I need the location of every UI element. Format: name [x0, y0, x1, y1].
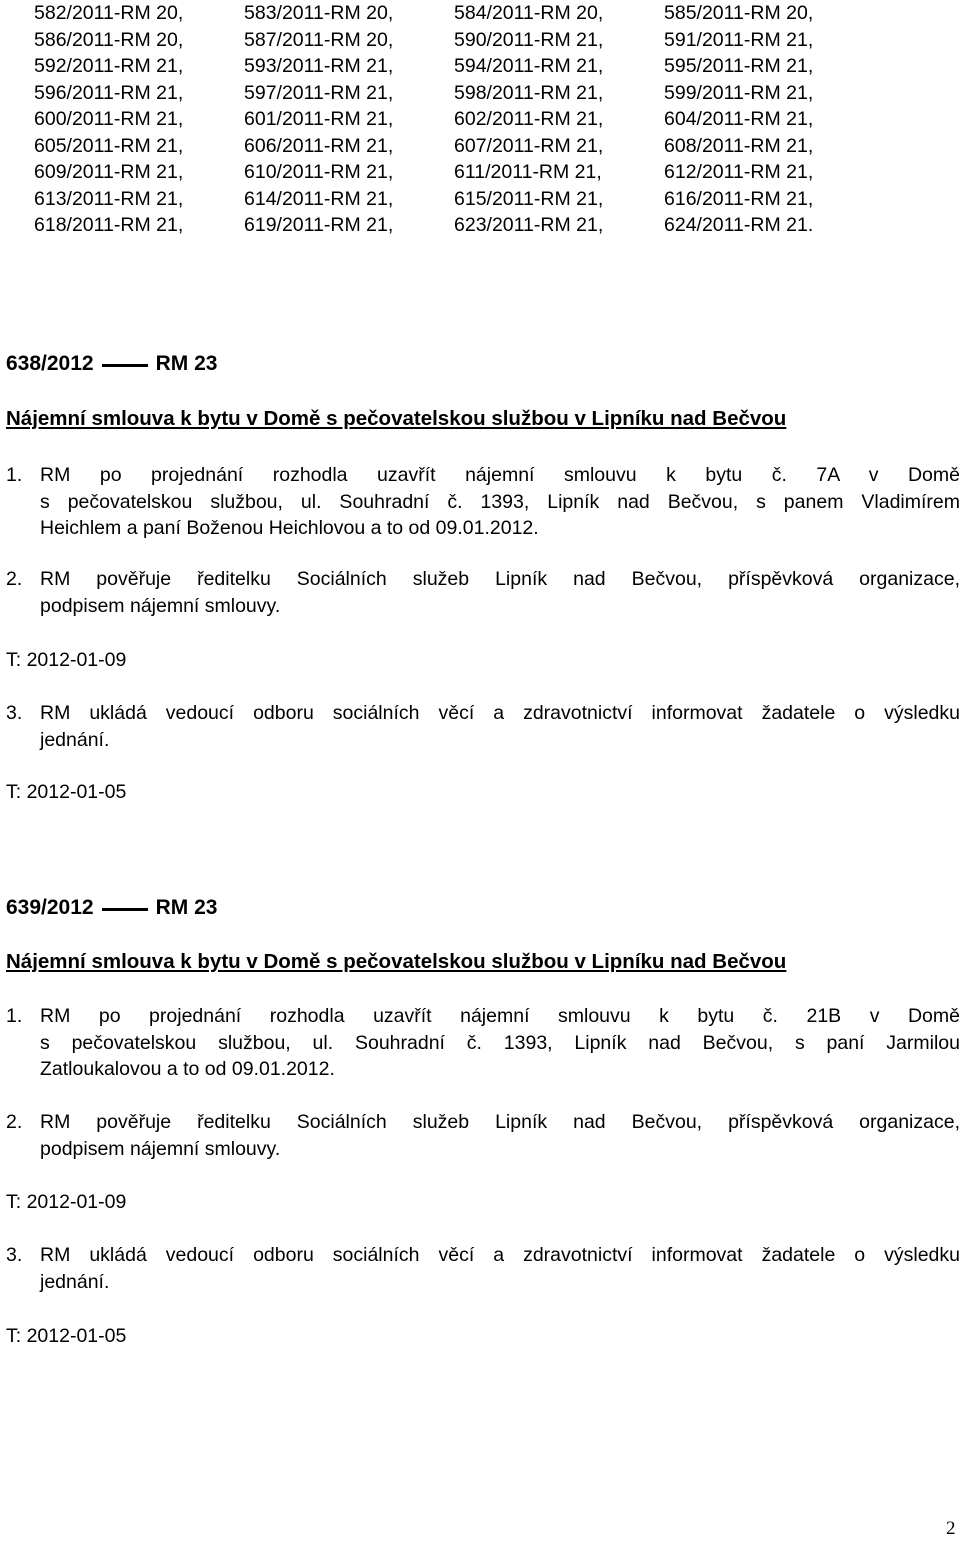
reference-item: 590/2011-RM 21, [454, 28, 604, 51]
resolution-number: 638/2012 [6, 352, 94, 375]
item-line: jednání. [40, 728, 110, 751]
item-text [40, 1242, 960, 1295]
reference-item: 619/2011-RM 21, [244, 214, 394, 236]
reference-item: 582/2011-RM 20, [34, 2, 184, 24]
item-number: 3. [6, 1244, 23, 1266]
item-line: podpisem nájemní smlouvy. [40, 1137, 281, 1160]
item-line: Heichlem a paní Boženou Heichlovou a to od 09.01.2012. [40, 517, 539, 539]
item-text [40, 1109, 960, 1162]
item-line: RM ukládá vedoucí odboru sociálních věcí a zdravotnictví informovat žadatele o výsledku [40, 1244, 960, 1266]
reference-item: 596/2011-RM 21, [34, 81, 184, 104]
reference-item: 597/2011-RM 21, [244, 81, 394, 104]
resolution-meeting: RM 23 [155, 896, 218, 919]
item-line: Zatloukalovou a to od 09.01.2012. [40, 1058, 335, 1080]
reference-item: 600/2011-RM 21, [34, 108, 184, 130]
reference-item: 607/2011-RM 21, [454, 134, 604, 157]
heading-dash [102, 908, 148, 911]
item-text [40, 566, 960, 619]
term-date: T: 2012-01-09 [6, 649, 127, 671]
item-text [40, 700, 960, 753]
reference-item: 608/2011-RM 21, [664, 134, 814, 157]
page-number: 2 [946, 1518, 956, 1539]
reference-item: 586/2011-RM 20, [34, 28, 184, 51]
item-text [40, 1003, 960, 1083]
reference-item: 595/2011-RM 21, [664, 55, 814, 77]
resolution-number: 639/2012 [6, 896, 94, 919]
reference-item: 609/2011-RM 21, [34, 161, 184, 183]
resolution-639 [6, 895, 960, 1347]
resolution-subject: Nájemní smlouva k bytu v Domě s pečovatelskou službou v Lipníku nad Bečvou [6, 950, 787, 973]
item-line: RM pověřuje ředitelku Sociálních služeb Lipník nad Bečvou, příspěvková organizace, [40, 1111, 960, 1133]
item-line: jednání. [40, 1270, 110, 1293]
reference-item: 604/2011-RM 21, [664, 108, 814, 130]
reference-item: 613/2011-RM 21, [34, 187, 184, 210]
reference-item: 602/2011-RM 21, [454, 108, 604, 130]
item-number: 1. [6, 464, 23, 486]
reference-item: 610/2011-RM 21, [244, 161, 394, 183]
reference-item: 599/2011-RM 21, [664, 81, 814, 104]
reference-item: 606/2011-RM 21, [244, 134, 394, 157]
reference-item: 612/2011-RM 21, [664, 161, 814, 183]
item-line: RM pověřuje ředitelku Sociálních služeb Lipník nad Bečvou, příspěvková organizace, [40, 568, 960, 590]
resolution-638 [6, 351, 960, 803]
reference-item: 593/2011-RM 21, [244, 55, 394, 77]
item-number: 3. [6, 702, 23, 724]
reference-item: 598/2011-RM 21, [454, 81, 604, 104]
reference-item: 591/2011-RM 21, [664, 28, 814, 51]
reference-item: 592/2011-RM 21, [34, 55, 184, 77]
resolution-heading [6, 351, 960, 377]
reference-item: 624/2011-RM 21. [664, 214, 814, 236]
term-date: T: 2012-01-09 [6, 1191, 127, 1213]
reference-item: 601/2011-RM 21, [244, 108, 394, 130]
reference-item: 614/2011-RM 21, [244, 187, 394, 210]
item-number: 1. [6, 1005, 23, 1027]
item-line: podpisem nájemní smlouvy. [40, 594, 281, 617]
item-line: RM po projednání rozhodla uzavřít nájemní smlouvu k bytu č. 7A v Domě [40, 464, 960, 486]
term-date: T: 2012-01-05 [6, 781, 127, 803]
reference-item: 623/2011-RM 21, [454, 214, 604, 236]
resolution-meeting: RM 23 [155, 352, 218, 375]
item-line: s pečovatelskou službou, ul. Souhradní č. 1393, Lipník nad Bečvou, s panem Vladimírem [40, 490, 960, 513]
reference-item: 584/2011-RM 20, [454, 2, 604, 24]
resolution-heading [6, 895, 960, 921]
item-number: 2. [6, 568, 23, 590]
reference-list [34, 0, 874, 239]
reference-item: 587/2011-RM 20, [244, 28, 394, 51]
reference-item: 583/2011-RM 20, [244, 2, 394, 24]
item-text [40, 462, 960, 542]
reference-item: 615/2011-RM 21, [454, 187, 604, 210]
reference-item: 616/2011-RM 21, [664, 187, 814, 210]
reference-item: 605/2011-RM 21, [34, 134, 184, 157]
item-number: 2. [6, 1111, 23, 1133]
heading-dash [102, 364, 148, 367]
item-line: RM ukládá vedoucí odboru sociálních věcí a zdravotnictví informovat žadatele o výsledku [40, 702, 960, 724]
reference-item: 611/2011-RM 21, [454, 161, 602, 183]
reference-item: 618/2011-RM 21, [34, 214, 184, 236]
reference-item: 585/2011-RM 20, [664, 2, 814, 24]
resolution-subject: Nájemní smlouva k bytu v Domě s pečovatelskou službou v Lipníku nad Bečvou [6, 407, 787, 430]
item-line: s pečovatelskou službou, ul. Souhradní č. 1393, Lipník nad Bečvou, s paní Jarmilou [40, 1031, 960, 1054]
item-line: RM po projednání rozhodla uzavřít nájemní smlouvu k bytu č. 21B v Domě [40, 1005, 960, 1027]
term-date: T: 2012-01-05 [6, 1325, 127, 1347]
reference-item: 594/2011-RM 21, [454, 55, 604, 77]
